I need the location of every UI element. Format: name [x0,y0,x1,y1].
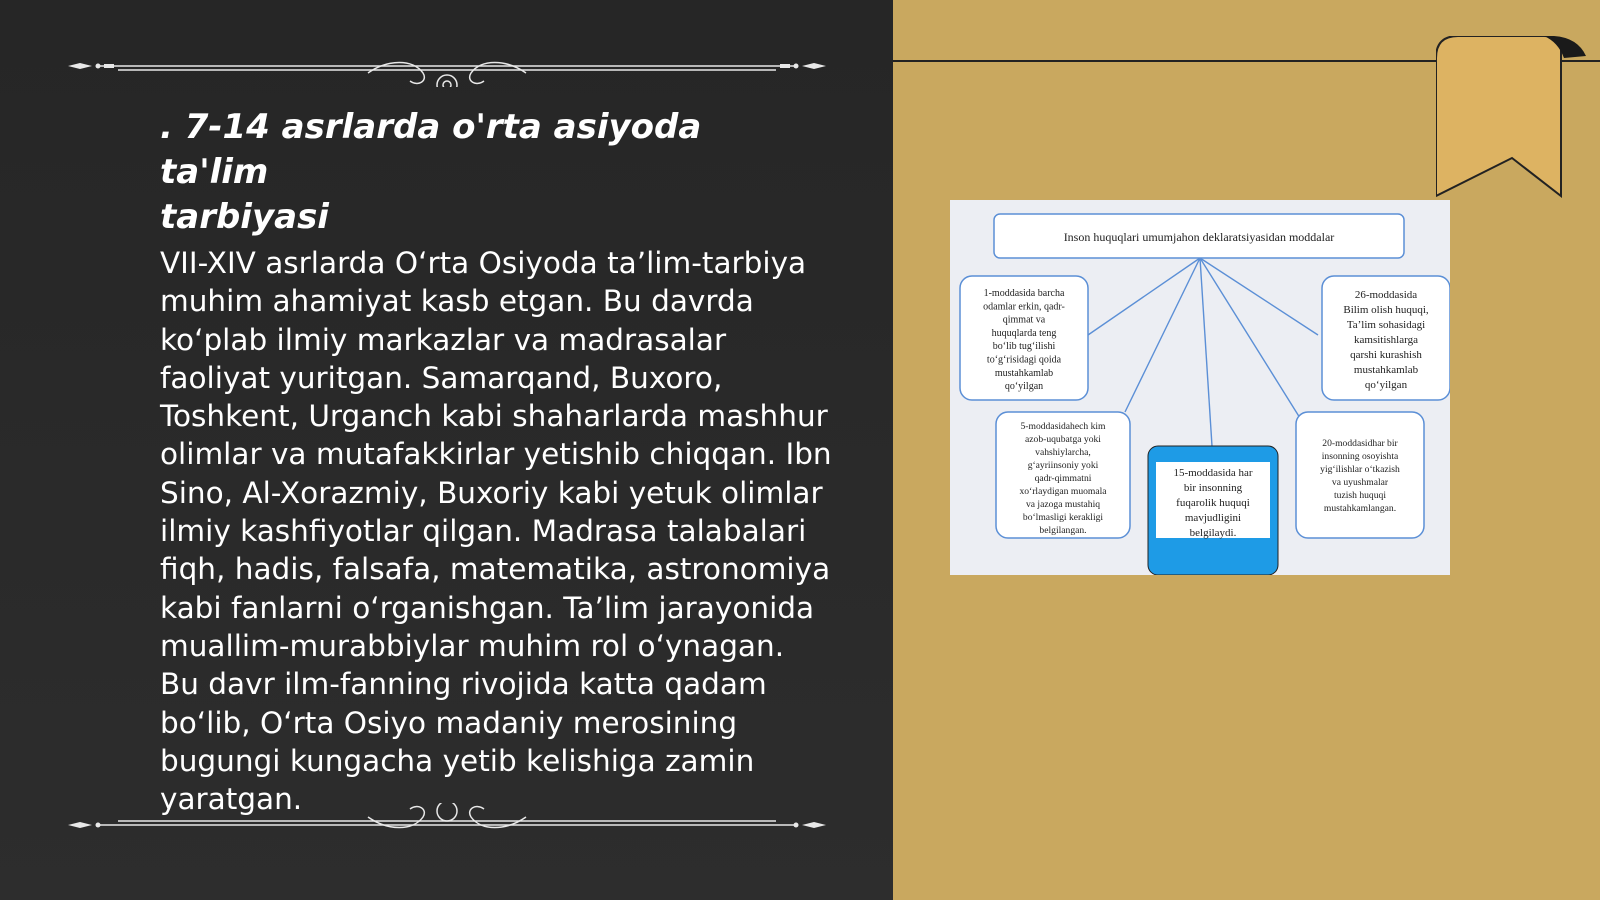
node-line: g‘ayriinsoniy yoki [1027,460,1099,471]
slide-body-text: VII-XIV asrlarda O‘rta Osiyoda ta’lim-tarbiya muhim ahamiyat kasb etgan. Bu davrda ko‘plab ilmiy markazlar va madrasalar faoliyat yuritgan. Samarqand, Buxoro, Toshkent, Urganch kabi shaharlarda mashhur olimlar va mutafakkirlar yetishib chiqqan. Ibn Sino, Al-Xorazmiy, Buxoriy kabi yetuk olimlar ilmiy kashfiyotlar qilgan. Madrasa talabalari fiqh, hadis, falsafa, matematika, astronomiya kabi fanlarni o‘rganishgan. Ta’lim jarayonida muallim-murabbiylar muhim rol o‘ynagan. Bu davr ilm-fanning rivojida katta qadam bo‘lib, O‘rta Osiyo madaniy merosining bugungi kungacha yetib kelishiga zamin yaratgan. [160,246,832,817]
node-line: mustahkamlab [1353,364,1419,376]
node-line: bo‘lib tug‘ilishi [992,341,1056,353]
node-line: insonning osoyishta [1321,451,1399,462]
node-line: mustahkamlab [994,367,1054,379]
node-line: belgilaydi. [1189,527,1237,539]
node-line: bir insonning [1183,482,1243,494]
node-box-n20 [1296,412,1424,538]
arrow-n15 [1200,258,1212,446]
arrow-n20 [1200,258,1300,418]
node-line: va jazoga mustahiq [1025,499,1101,510]
node-n26 [1343,289,1429,391]
node-line: 15-moddasida har [1173,467,1253,479]
node-line: mavjudligini [1184,512,1242,524]
node-line: qo‘yilgan [1004,381,1044,393]
node-line: tuzish huquqi [1334,490,1386,501]
arrow-n26 [1200,258,1318,335]
top-ornament [68,47,826,87]
node-line: 1-moddasida barcha [983,288,1065,299]
bottom-ornament [68,803,826,843]
arrow-n1 [1088,258,1200,335]
node-line: 20-moddasidhar bir [1322,438,1398,449]
arrow-n5 [1125,258,1200,412]
node-line: qimmat va [1002,314,1046,326]
node-line: 5-moddasidahech kim [1020,421,1106,432]
bookmark-icon [1436,36,1586,198]
root-label: Inson huquqlari umumjahon deklaratsiyasidan moddalar [1063,230,1335,244]
title-line-2: tarbiyasi [160,197,329,237]
node-line: va uyushmalar [1331,477,1389,488]
node-line: azob-uqubatga yoki [1025,434,1101,445]
node-line: yig‘ilishlar o‘tkazish [1320,464,1400,475]
node-line: qadr-qimmatni [1034,473,1092,484]
node-line: qarshi kurashish [1350,349,1422,361]
declaration-diagram [950,200,1450,575]
node-line: odamlar erkin, qadr- [983,301,1065,313]
node-line: 26-moddasida [1354,289,1418,301]
node-line: xo‘rlaydigan muomala [1019,486,1107,497]
node-line: bo‘lmasligi kerakligi [1022,512,1104,523]
node-line: mustahkamlangan. [1323,503,1397,514]
node-line: kamsitishlarga [1354,334,1418,346]
node-line: huquqlarda teng [991,327,1057,339]
title-line-1: . 7-14 asrlarda o'rta asiyoda ta'lim [160,107,702,192]
node-line: to‘g‘risidagi qoida [986,354,1062,366]
node-line: vahshiylarcha, [1035,447,1091,458]
slide-title [160,105,820,240]
node-line: fuqarolik huquqi [1176,497,1250,509]
node-line: belgilangan. [1039,525,1087,536]
node-line: qo‘yilgan [1364,379,1408,391]
node-line: Bilim olish huquqi, [1343,304,1429,316]
node-line: Ta’lim sohasidagi [1346,319,1426,331]
